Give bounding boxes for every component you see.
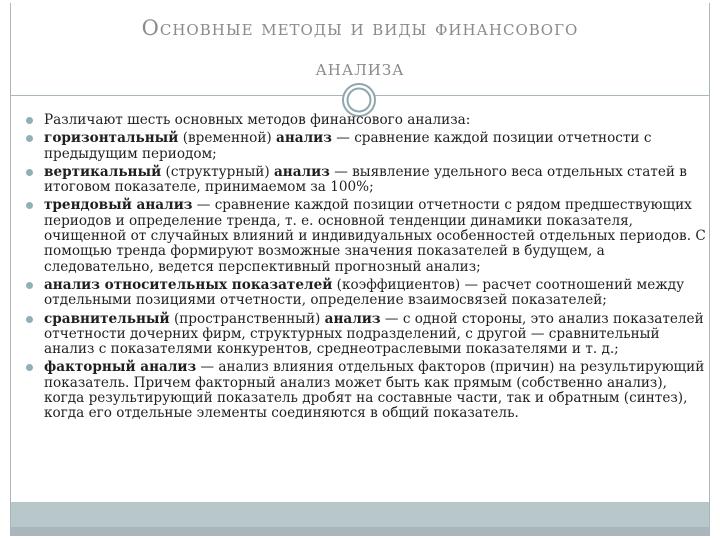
bullet-icon — [26, 316, 33, 323]
item-text: — сравнение каждой позиции отчетности с рядом предшествующих периодов и определение тренда, т. е. основной тенденции динамики показателя, очищенной от случайных влияний и индивидуальных особенностей отдельных периодов. С помощью тренда формируют возможные значения показателей в будущем, а следовательно, ведется перспективный прогнозный анализ; — [44, 197, 706, 275]
item-text: — анализ влияния отдельных факторов (причин) на результирующий показатель. Причем факторный анализ может быть как прямым (собственно анализ), когда результирующий показатель дробят на составные части, так и обратным (синтез), когда его отдельные элементы соединяются в общий показатель. — [44, 359, 705, 422]
bullet-list — [24, 113, 706, 425]
list-item — [24, 312, 706, 358]
list-item — [24, 360, 706, 421]
bullet-icon — [26, 364, 33, 371]
slide-title — [20, 10, 700, 86]
title-line-2: анализа — [315, 56, 405, 80]
bullet-icon — [26, 169, 33, 176]
bold-term: вертикальный — [44, 163, 162, 180]
item-text: (пространственный) — [169, 310, 325, 327]
slide-bottom-band — [10, 502, 710, 527]
item-text: — с одной стороны, это анализ показателей отчетности дочерних фирм, структурных подразделений, с другой — сравнительный анализ с показателями конкурентов, среднеотраслевыми показателями и т. д.; — [44, 310, 704, 358]
item-text: (структурный) — [161, 163, 274, 180]
list-item — [24, 131, 706, 162]
item-text: — выявление удельного веса отдельных статей в итоговом показателе, принимаемом за 100%; — [44, 163, 687, 196]
bullet-icon — [26, 202, 33, 209]
bold-term: сравнительный — [44, 310, 170, 327]
bullet-icon — [26, 282, 33, 289]
title-line-1: Основные методы и виды финансового — [141, 16, 579, 40]
list-item — [24, 198, 706, 274]
bullet-icon — [26, 135, 33, 142]
item-text: (временной) — [178, 130, 277, 147]
bold-term: анализ — [273, 163, 330, 180]
bold-term: горизонтальный — [44, 130, 179, 147]
bold-term: трендовый анализ — [44, 197, 193, 214]
list-item — [24, 165, 706, 196]
bold-term: анализ — [324, 310, 381, 327]
slide-bottom-bar — [10, 527, 710, 536]
item-text: (коэффициентов) — расчет соотношений между отдельными позициями отчетности, определение взаимосвязей показателей; — [44, 276, 685, 309]
list-item — [24, 113, 706, 128]
bullet-icon — [26, 117, 33, 124]
bold-term: факторный анализ — [44, 359, 197, 376]
bold-term: анализ относительных показателей — [44, 276, 333, 293]
list-item — [24, 278, 706, 309]
item-text: — сравнение каждой позиции отчетности с предыдущим периодом; — [44, 130, 652, 162]
bold-term: анализ — [276, 130, 332, 147]
item-text: Различают шесть основных методов финансового анализа: — [44, 112, 471, 128]
